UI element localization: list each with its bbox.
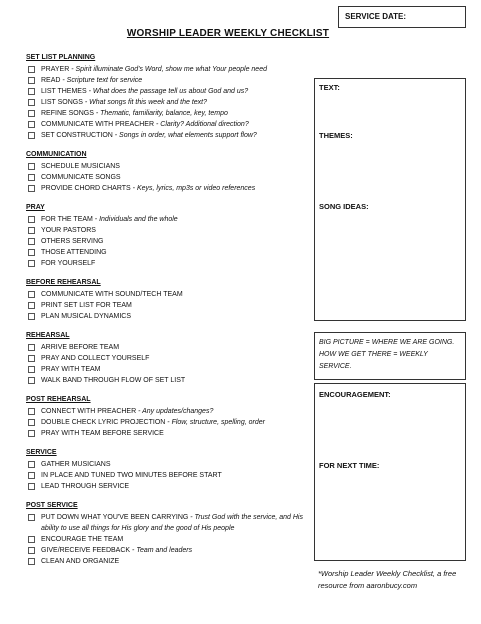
- item-label: SET CONSTRUCTION: [41, 131, 113, 139]
- checklist-item: [26, 225, 316, 236]
- section-title: POST SERVICE: [26, 502, 78, 509]
- item-label: CONNECT WITH PREACHER: [41, 407, 137, 415]
- service-date-label: SERVICE DATE:: [345, 12, 407, 21]
- item-text: [41, 161, 316, 172]
- item-text: [41, 545, 316, 556]
- checkbox[interactable]: [28, 558, 35, 565]
- checkbox[interactable]: [28, 536, 35, 543]
- footnote: *Worship Leader Weekly Checklist, a free resource from aaronbucy.com: [318, 569, 457, 590]
- checkbox[interactable]: [28, 260, 35, 267]
- item-text: [41, 406, 316, 417]
- checklist-item: [26, 375, 316, 386]
- checklist-item: [26, 428, 316, 439]
- item-text: [41, 375, 316, 386]
- section-title: SET LIST PLANNING: [26, 54, 96, 61]
- item-label: LIST THEMES: [41, 87, 87, 95]
- item-description: - What songs fit this week and the text?: [82, 98, 208, 106]
- checklist-item: [26, 289, 316, 300]
- item-label: CLEAN AND ORGANIZE: [41, 557, 120, 565]
- item-text: [41, 417, 316, 428]
- checklist-item: [26, 406, 316, 417]
- checkbox[interactable]: [28, 408, 35, 415]
- item-text: [41, 183, 316, 194]
- checkbox[interactable]: [28, 547, 35, 554]
- checklist-item: [26, 247, 316, 258]
- item-label: YOUR PASTORS: [41, 226, 96, 234]
- checkbox[interactable]: [28, 430, 35, 437]
- item-text: [41, 364, 316, 375]
- checkbox[interactable]: [28, 185, 35, 192]
- for-next-time-label: FOR NEXT TIME:: [319, 461, 380, 470]
- item-label: IN PLACE AND TUNED TWO MINUTES BEFORE START: [41, 471, 222, 479]
- item-description: - Clarity? Additional direction?: [154, 120, 249, 128]
- item-label: FOR THE TEAM: [41, 215, 93, 223]
- item-text: [41, 130, 316, 141]
- checkbox[interactable]: [28, 419, 35, 426]
- checkbox[interactable]: [28, 302, 35, 309]
- item-text: [41, 311, 316, 322]
- checkbox[interactable]: [28, 472, 35, 479]
- checklist-item: [26, 214, 316, 225]
- item-text: [41, 353, 316, 364]
- item-label: PUT DOWN WHAT YOU'VE BEEN CARRYING: [41, 513, 189, 521]
- song-ideas-label: SONG IDEAS:: [319, 202, 369, 211]
- checklist-item: [26, 364, 316, 375]
- checklist-item: [26, 353, 316, 364]
- item-description: - What does the passage tell us about God and us?: [86, 87, 249, 95]
- checklist-section: [26, 203, 316, 269]
- item-label: PRAY WITH TEAM BEFORE SERVICE: [41, 429, 164, 437]
- checklist-item: [26, 119, 316, 130]
- item-text: [41, 119, 316, 130]
- item-text: [41, 75, 316, 86]
- notes-panel-reflection: [314, 383, 466, 561]
- item-text: [41, 428, 316, 439]
- section-title: BEFORE REHEARSAL: [26, 279, 101, 286]
- checkbox[interactable]: [28, 355, 35, 362]
- item-text: [41, 247, 316, 258]
- checkbox[interactable]: [28, 377, 35, 384]
- checkbox[interactable]: [28, 483, 35, 490]
- checklist-item: [26, 417, 316, 428]
- item-description: - Individuals and the whole: [92, 215, 178, 223]
- checkbox[interactable]: [28, 461, 35, 468]
- item-description: - Songs in order, what elements support flow?: [112, 131, 257, 139]
- item-text: [41, 86, 316, 97]
- checklist-item: [26, 64, 316, 75]
- checkbox[interactable]: [28, 216, 35, 223]
- item-text: [41, 172, 316, 183]
- item-text: [41, 258, 316, 269]
- item-label: LIST SONGS: [41, 98, 83, 106]
- item-description: - Flow, structure, spelling, order: [165, 418, 265, 426]
- checklist-item: [26, 481, 316, 492]
- item-description: - Keys, lyrics, mp3s or video references: [130, 184, 256, 192]
- checkbox[interactable]: [28, 249, 35, 256]
- checklist-item: [26, 311, 316, 322]
- checklist-item: [26, 342, 316, 353]
- checklist-item: [26, 459, 316, 470]
- checklist-item: [26, 300, 316, 311]
- checklist-item: [26, 512, 316, 534]
- checklist-item: [26, 258, 316, 269]
- checkbox[interactable]: [28, 174, 35, 181]
- checklist-item: [26, 130, 316, 141]
- item-label: PROVIDE CHORD CHARTS: [41, 184, 131, 192]
- checklist-item: [26, 545, 316, 556]
- item-text: [41, 342, 316, 353]
- item-label: READ: [41, 76, 61, 84]
- item-label: GATHER MUSICIANS: [41, 460, 111, 468]
- big-picture-text: BIG PICTURE = WHERE WE ARE GOING. HOW WE GET THERE = WEEKLY SERVICE.: [319, 339, 455, 370]
- item-label: ARRIVE BEFORE TEAM: [41, 343, 120, 351]
- item-text: [41, 97, 316, 108]
- checklist-section: [26, 448, 316, 492]
- item-text: [41, 64, 316, 75]
- checklist-item: [26, 236, 316, 247]
- item-label: PRAY AND COLLECT YOURSELF: [41, 354, 150, 362]
- notes-panel-planning: [314, 78, 466, 321]
- item-label: FOR YOURSELF: [41, 259, 96, 267]
- checkbox[interactable]: [28, 291, 35, 298]
- checklist-section: [26, 331, 316, 386]
- item-label: PLAN MUSICAL DYNAMICS: [41, 312, 131, 320]
- item-text: [41, 236, 316, 247]
- item-text: [41, 556, 316, 567]
- checkbox[interactable]: [28, 313, 35, 320]
- checkbox[interactable]: [28, 163, 35, 170]
- item-label: PRAYER: [41, 65, 70, 73]
- checkbox[interactable]: [28, 132, 35, 139]
- item-label: OTHERS SERVING: [41, 237, 104, 245]
- item-text: [41, 225, 316, 236]
- checklist-item: [26, 75, 316, 86]
- section-title: REHEARSAL: [26, 332, 70, 339]
- checklist-section: [26, 53, 316, 141]
- page-title: WORSHIP LEADER WEEKLY CHECKLIST: [126, 28, 330, 39]
- checkbox[interactable]: [28, 366, 35, 373]
- item-label: LEAD THROUGH SERVICE: [41, 482, 130, 490]
- item-label: PRINT SET LIST FOR TEAM: [41, 301, 132, 309]
- item-description: - Trust God with the service, and His ability to use all things for His glory and the good of His people: [41, 513, 303, 532]
- item-label: COMMUNICATE SONGS: [41, 173, 121, 181]
- item-text: [41, 534, 316, 545]
- item-label: ENCOURAGE THE TEAM: [41, 535, 124, 543]
- item-description: - Any updates/changes?: [136, 407, 214, 415]
- item-text: [41, 214, 316, 225]
- item-label: THOSE ATTENDING: [41, 248, 107, 256]
- checkbox[interactable]: [28, 99, 35, 106]
- section-title: PRAY: [26, 204, 45, 211]
- item-text: [41, 512, 316, 534]
- item-label: GIVE/RECEIVE FEEDBACK: [41, 546, 131, 554]
- checkbox[interactable]: [28, 514, 35, 521]
- checklist-section: [26, 278, 316, 322]
- checkbox[interactable]: [28, 238, 35, 245]
- checkbox[interactable]: [28, 77, 35, 84]
- item-text: [41, 300, 316, 311]
- item-label: DOUBLE CHECK LYRIC PROJECTION: [41, 418, 166, 426]
- checklist-item: [26, 97, 316, 108]
- checkbox[interactable]: [28, 121, 35, 128]
- checkbox[interactable]: [28, 66, 35, 73]
- item-label: COMMUNICATE WITH SOUND/TECH TEAM: [41, 290, 183, 298]
- item-text: [41, 459, 316, 470]
- item-text: [41, 289, 316, 300]
- item-description: - Team and leaders: [130, 546, 193, 554]
- checklist-item: [26, 161, 316, 172]
- checklist-section: [26, 150, 316, 194]
- section-title: SERVICE: [26, 449, 57, 456]
- checkbox[interactable]: [28, 88, 35, 95]
- section-title: POST REHEARSAL: [26, 396, 91, 403]
- big-picture-box: [314, 332, 466, 380]
- item-label: PRAY WITH TEAM: [41, 365, 101, 373]
- encouragement-label: ENCOURAGEMENT:: [319, 390, 391, 399]
- section-title: COMMUNICATION: [26, 151, 87, 158]
- service-date-box: [338, 6, 466, 28]
- item-description: - Thematic, familiarity, balance, key, tempo: [93, 109, 228, 117]
- item-text: [41, 481, 316, 492]
- checkbox[interactable]: [28, 227, 35, 234]
- item-text: [41, 108, 316, 119]
- item-text: [41, 470, 316, 481]
- checklist: [26, 53, 316, 576]
- checklist-item: [26, 534, 316, 545]
- checkbox[interactable]: [28, 344, 35, 351]
- checklist-item: [26, 470, 316, 481]
- checklist-item: [26, 108, 316, 119]
- item-label: SCHEDULE MUSICIANS: [41, 162, 120, 170]
- text-label: TEXT:: [319, 83, 340, 92]
- checklist-item: [26, 172, 316, 183]
- checklist-item: [26, 183, 316, 194]
- checklist-item: [26, 556, 316, 567]
- checklist-section: [26, 395, 316, 439]
- item-label: REFINE SONGS: [41, 109, 94, 117]
- item-label: COMMUNICATE WITH PREACHER: [41, 120, 155, 128]
- item-description: - Spirit illuminate God's Word, show me what Your people need: [69, 65, 267, 73]
- checkbox[interactable]: [28, 110, 35, 117]
- item-description: - Scripture text for service: [60, 76, 143, 84]
- checklist-section: [26, 501, 316, 567]
- item-label: WALK BAND THROUGH FLOW OF SET LIST: [41, 376, 186, 384]
- themes-label: THEMES:: [319, 131, 353, 140]
- checklist-item: [26, 86, 316, 97]
